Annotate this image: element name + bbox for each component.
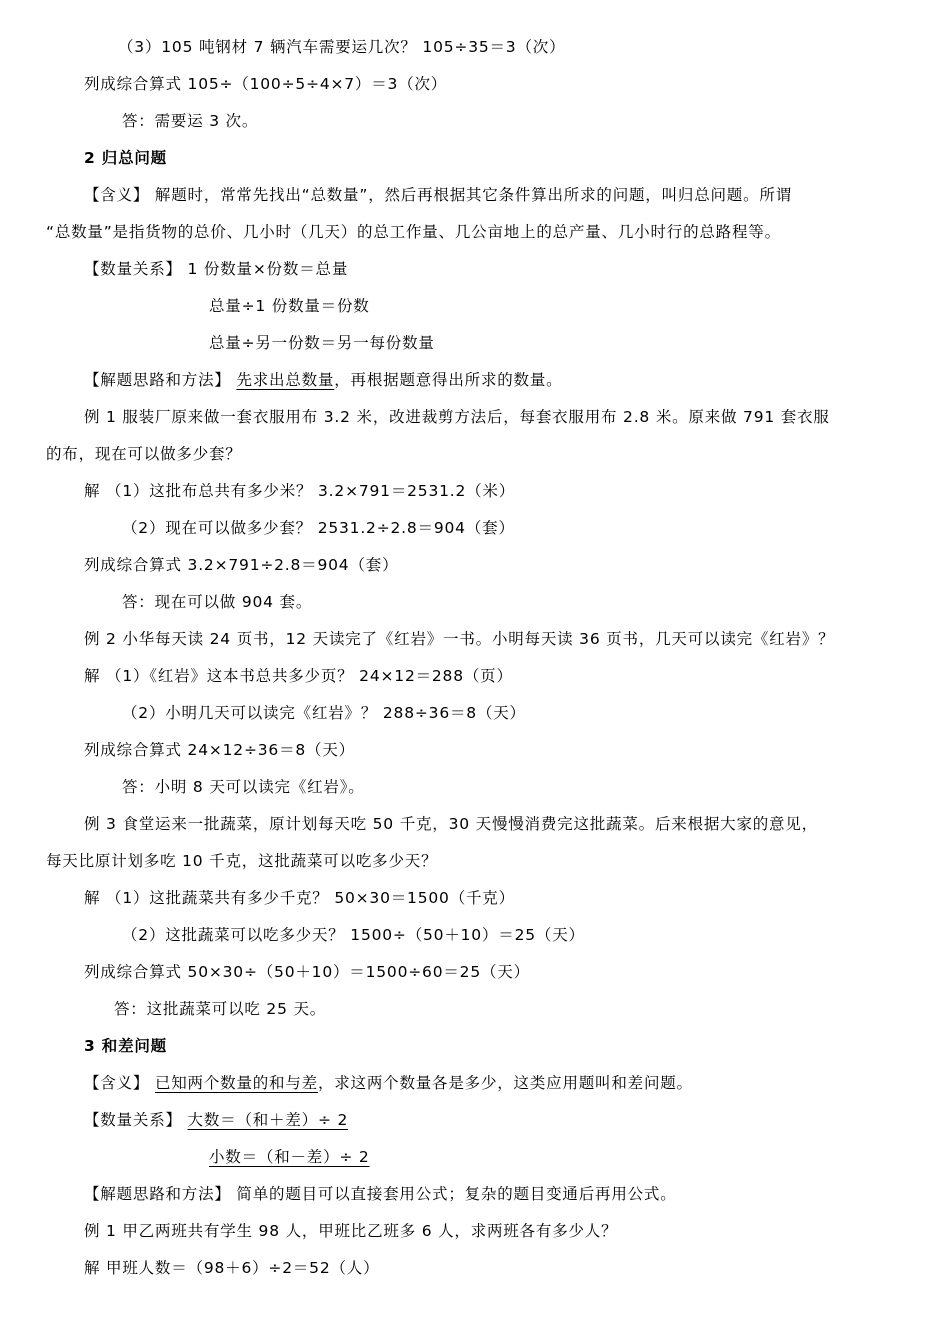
text-line: 答：小明 8 天可以读完《红岩》。 — [122, 778, 365, 796]
text-line: 例 3 食堂运来一批蔬菜，原计划每天吃 50 千克，30 天慢慢消费完这批蔬菜。后来根据大家的意见， — [84, 815, 818, 833]
text-line — [84, 1071, 693, 1095]
text-line: （2）小明几天可以读完《红岩》？ 288÷36＝8（天） — [122, 704, 526, 722]
text-line: 总量÷另一份数＝另一每份数量 — [209, 334, 435, 352]
underlined-formula: 大数＝（和＋差）÷ 2 — [187, 1111, 349, 1129]
section-heading: 3 和差问题 — [84, 1037, 167, 1055]
text-line: 列成综合算式 3.2×791÷2.8＝904（套） — [84, 556, 399, 574]
text-line: 列成综合算式 24×12÷36＝8（天） — [84, 741, 355, 759]
text-line — [209, 1145, 370, 1169]
text: 解题时，常常先找出“总数量”，然后再根据其它条件算出所求的问题，叫归总问题。所谓 — [149, 186, 792, 204]
text-line: 的布，现在可以做多少套？ — [46, 445, 242, 463]
label: 【含义】 — [84, 186, 150, 204]
text-line — [84, 183, 792, 207]
text-line: 答：现在可以做 904 套。 — [122, 593, 313, 611]
text: 1 份数量×份数＝总量 — [181, 260, 349, 278]
text-line: 总量÷1 份数量＝份数 — [209, 297, 370, 315]
text-line: 答：这批蔬菜可以吃 25 天。 — [114, 1000, 327, 1018]
underlined-formula: 小数＝（和－差）÷ 2 — [209, 1148, 370, 1166]
text-line: 列成综合算式 50×30÷（50＋10）＝1500÷60＝25（天） — [84, 963, 530, 981]
label: 【解题思路和方法】 — [84, 371, 231, 389]
text-line — [84, 257, 348, 281]
text-line: 答：需要运 3 次。 — [122, 112, 259, 130]
label: 【数量关系】 — [84, 260, 182, 278]
text-line: 解 甲班人数＝（98＋6）÷2＝52（人） — [84, 1259, 380, 1277]
text: ，求这两个数量各是多少，这类应用题叫和差问题。 — [317, 1074, 693, 1092]
text-line: （2）这批蔬菜可以吃多少天？ 1500÷（50＋10）＝25（天） — [122, 926, 585, 944]
label: 【含义】 — [84, 1074, 150, 1092]
text-line: 每天比原计划多吃 10 千克，这批蔬菜可以吃多少天？ — [46, 852, 438, 870]
text-line: 解 （1）这批蔬菜共有多少千克？ 50×30＝1500（千克） — [84, 889, 515, 907]
text-line: 解 （1）这批布总共有多少米？ 3.2×791＝2531.2（米） — [84, 482, 516, 500]
underlined-text: 先求出总数量 — [236, 371, 335, 389]
text: ，再根据题意得出所求的数量。 — [334, 371, 563, 389]
label: 【数量关系】 — [84, 1111, 182, 1129]
text-line: 例 1 服装厂原来做一套衣服用布 3.2 米，改进裁剪方法后，每套衣服用布 2.8 米。原来做 791 套衣服 — [84, 408, 830, 426]
text: 简单的题目可以直接套用公式；复杂的题目变通后再用公式。 — [230, 1185, 677, 1203]
section-heading: 2 归总问题 — [84, 149, 167, 167]
text-line: （3）105 吨钢材 7 辆汽车需要运几次？ 105÷35＝3（次） — [118, 38, 566, 56]
text-line: 解 （1）《红岩》这本书总共多少页？ 24×12＝288（页） — [84, 667, 513, 685]
text-line — [84, 1108, 348, 1132]
text-line: 列成综合算式 105÷（100÷5÷4×7）＝3（次） — [84, 75, 448, 93]
text-line: （2）现在可以做多少套？ 2531.2÷2.8＝904（套） — [122, 519, 515, 537]
text-line: 例 1 甲乙两班共有学生 98 人，甲班比乙班多 6 人，求两班各有多少人？ — [84, 1222, 618, 1240]
text-line — [84, 1182, 677, 1206]
text-line: 例 2 小华每天读 24 页书，12 天读完了《红岩》一书。小明每天读 36 页书，几天可以读完《红岩》？ — [84, 630, 835, 648]
text-line — [84, 368, 562, 392]
text-line: “总数量”是指货物的总价、几小时（几天）的总工作量、几公亩地上的总产量、几小时行的总路程等。 — [46, 223, 781, 241]
label: 【解题思路和方法】 — [84, 1185, 231, 1203]
underlined-text: 已知两个数量的和与差 — [154, 1074, 318, 1092]
